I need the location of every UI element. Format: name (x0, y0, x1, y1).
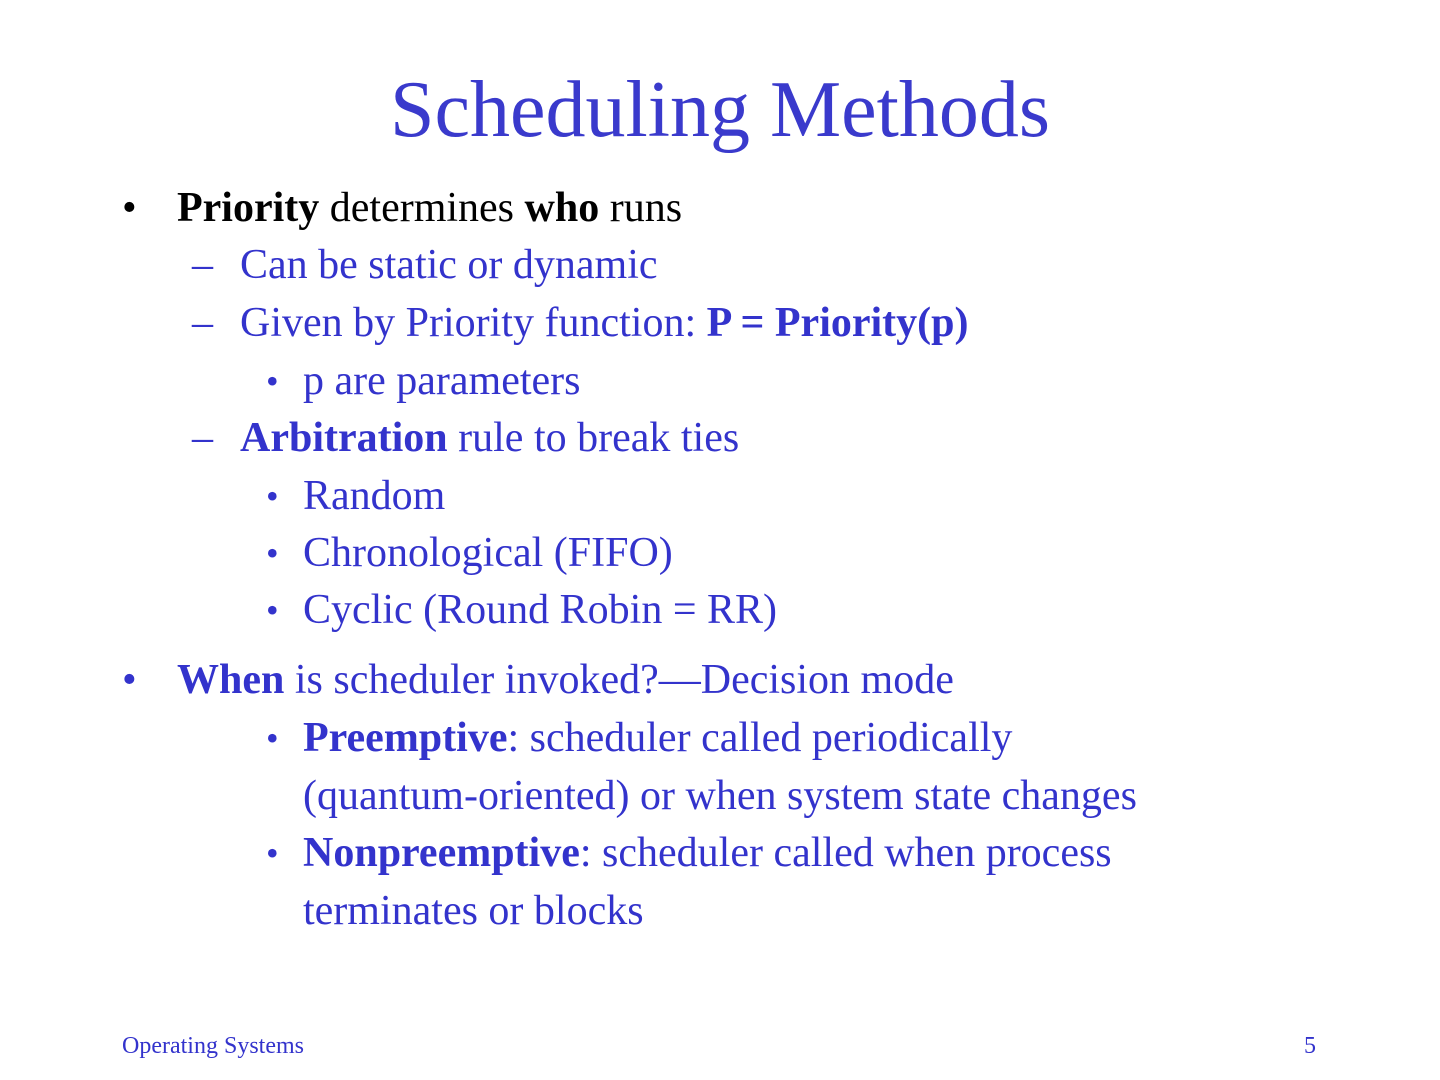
sub-sub-bullet-preemptive: Preemptive: scheduler called periodically (303, 715, 1013, 761)
dash-marker: – (192, 300, 213, 346)
sub-sub-bullet-parameters: p are parameters (303, 358, 581, 404)
bullet-marker: • (122, 185, 137, 231)
bullet-when: When is scheduler invoked?—Decision mode (177, 657, 954, 703)
sub-sub-bullet-preemptive-cont: (quantum-oriented) or when system state changes (303, 773, 1137, 819)
footer-course-title: Operating Systems (122, 1033, 304, 1059)
bullet-priority: Priority determines who runs (177, 185, 683, 231)
bullet-marker: • (266, 718, 279, 758)
bullet-marker: • (266, 361, 279, 401)
dash-marker: – (192, 415, 213, 461)
bullet-marker: • (266, 833, 279, 873)
bullet-marker: • (122, 657, 137, 703)
sub-sub-bullet-fifo: Chronological (FIFO) (303, 530, 673, 576)
dash-marker: – (192, 242, 213, 288)
footer-page-number: 5 (1304, 1033, 1316, 1059)
sub-bullet-priority-function: Given by Priority function: P = Priority(p) (240, 300, 969, 346)
slide-title: Scheduling Methods (390, 66, 1050, 154)
bullet-marker: • (266, 476, 279, 516)
sub-bullet-arbitration: Arbitration rule to break ties (240, 415, 740, 461)
sub-bullet-static-dynamic: Can be static or dynamic (240, 242, 658, 288)
sub-sub-bullet-nonpreemptive: Nonpreemptive: scheduler called when process (303, 830, 1112, 876)
sub-sub-bullet-random: Random (303, 473, 446, 519)
priority-formula: P = Priority(p) (706, 300, 969, 346)
sub-sub-bullet-nonpreemptive-cont: terminates or blocks (303, 888, 644, 934)
bullet-marker: • (266, 590, 279, 630)
bullet-priority-bold: Priority (177, 185, 320, 231)
sub-sub-bullet-round-robin: Cyclic (Round Robin = RR) (303, 587, 778, 633)
bullet-marker: • (266, 533, 279, 573)
